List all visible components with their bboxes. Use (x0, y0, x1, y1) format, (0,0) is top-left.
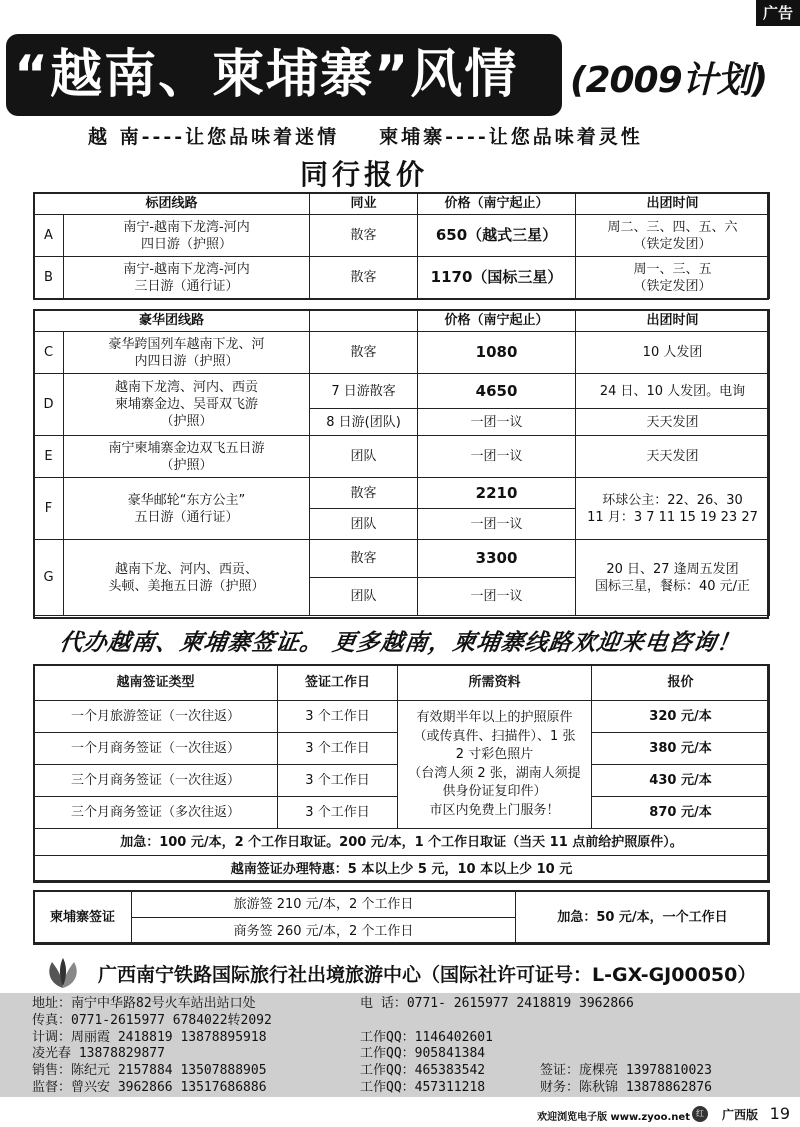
table-row (34, 829, 770, 856)
slogan-vietnam: 越 南----让您品味着迷情 (88, 126, 340, 148)
phone: 电 话：0771- 2615977 2418819 3962866 (360, 996, 634, 1011)
cambodia-visa-table (33, 890, 770, 945)
cambodia-label: 柬埔寨签证 (34, 891, 132, 945)
table-row (34, 374, 770, 409)
cambodia-business-visa: 商务签 260 元/本，2 个工作日 (132, 918, 516, 945)
brand-icon: 红 (692, 1106, 708, 1122)
depart-time (576, 478, 770, 540)
visa-discount-note: 越南签证办理特惠：5 本以上少 5 元，10 本以上少 10 元 (34, 856, 770, 883)
table-header (34, 193, 770, 215)
time-line: 周一、三、五 (633, 261, 712, 277)
planner-1: 计调：周丽霞 2418819 13878895918 (32, 1030, 267, 1045)
work-days: 3 个工作日 (278, 701, 398, 733)
visa-price: 380 元/本 (592, 733, 770, 765)
route (64, 332, 310, 374)
route-line: 四日游（护照） (141, 236, 233, 252)
tour-type: 散客 (310, 215, 418, 257)
price: 1170（国标三星） (418, 257, 576, 299)
fax: 传真：0771-2615977 6784022转2092 (32, 1013, 272, 1028)
tour-type: 散客 (310, 332, 418, 374)
visa-type: 一个月商务签证（一次往返） (34, 733, 278, 765)
table-row (34, 540, 770, 578)
route-line: 五日游（通行证） (134, 509, 239, 525)
time-line: 20 日、27 逢周五发团 (606, 561, 739, 577)
col-work-days: 签证工作日 (278, 665, 398, 701)
material-line: 供身份证复印件） (442, 784, 547, 799)
page-number: 19 (769, 1104, 790, 1123)
row-id: B (34, 257, 64, 299)
col-visa-type: 越南签证类型 (34, 665, 278, 701)
cambodia-tour-visa: 旅游签 210 元/本，2 个工作日 (132, 891, 516, 918)
route-line: （护照） (160, 457, 213, 473)
visa-contact: 签证：庞棵亮 13978810023 (540, 1063, 712, 1078)
row-id: C (34, 332, 64, 374)
depart-time (576, 215, 770, 257)
price: 一团一议 (418, 436, 576, 478)
col-price: 价格（南宁起止） (418, 193, 576, 215)
cambodia-urgent: 加急：50 元/本，一个工作日 (516, 891, 770, 945)
price: 3300 (418, 540, 576, 578)
table-row (34, 478, 770, 509)
table-row (34, 257, 770, 299)
col-type: 同业 (310, 193, 418, 215)
table-row (34, 215, 770, 257)
tour-type: 散客 (310, 540, 418, 578)
material-line: （台湾人须 2 张，湖南人须提 (408, 765, 581, 781)
ad-tag: 广告 (756, 0, 800, 26)
depart-time (576, 257, 770, 299)
route-line: 南宁柬埔寨金边双飞五日游 (108, 440, 265, 456)
sales-qq: 工作QQ：465383542 (360, 1063, 486, 1078)
vietnam-visa-table (33, 664, 770, 883)
time-line: 周二、三、四、五、六 (607, 219, 738, 235)
page-title: “越南、柬埔寨”风情 (14, 45, 519, 105)
time-line: （铁定发团） (633, 278, 712, 294)
route-line: 豪华跨国列车越南下龙、河 (108, 336, 265, 352)
tour-type: 7 日游散客 (310, 374, 418, 409)
table-row (34, 332, 770, 374)
company-name-close: ） (737, 964, 757, 986)
visa-price: 870 元/本 (592, 797, 770, 829)
material-line: （或传真件、扫描件）、1 张 (413, 728, 576, 744)
planner-2-qq: 工作QQ：905841384 (360, 1046, 486, 1061)
route-line: 柬埔寨金边、吴哥双飞游 (115, 397, 259, 412)
tour-type: 团队 (310, 436, 418, 478)
route (64, 478, 310, 540)
company-name (98, 960, 756, 987)
material-line: 有效期半年以上的护照原件 (416, 710, 573, 725)
table-row (34, 436, 770, 478)
price: 650（越式三星） (418, 215, 576, 257)
route (64, 540, 310, 616)
company-name-text: 广西南宁铁路国际旅行社出境旅游中心（国际社许可证号： (98, 964, 593, 986)
route (64, 436, 310, 478)
row-id: F (34, 478, 64, 540)
time-line: 国标三星，餐标：40 元/正 (594, 578, 751, 594)
route-line: 豪华邮轮“东方公主” (127, 492, 246, 508)
supervisor: 监督：曾兴安 3962866 13517686886 (32, 1080, 267, 1095)
route (64, 215, 310, 257)
sales: 销售：陈纪元 2157884 13507888905 (32, 1063, 267, 1078)
license-number: L-GX-GJ00050 (592, 964, 738, 986)
visa-type: 一个月旅游签证（一次往返） (34, 701, 278, 733)
price: 一团一议 (418, 509, 576, 540)
tour-type: 散客 (310, 257, 418, 299)
time-line: 11 月：3 7 11 15 19 23 27 (587, 509, 758, 525)
address: 地址：南宁中华路82号火车站出站口处 (32, 996, 256, 1011)
route (64, 374, 310, 436)
work-days: 3 个工作日 (278, 733, 398, 765)
luxury-tour-table (33, 309, 770, 616)
company-line (0, 952, 800, 994)
tour-type: 散客 (310, 478, 418, 509)
route-line: 三日游（通行证） (134, 278, 239, 294)
visa-price: 320 元/本 (592, 701, 770, 733)
required-materials (398, 701, 592, 829)
website[interactable]: 欢迎浏览电子版 www.zyoo.net (537, 1112, 690, 1123)
price: 1080 (418, 332, 576, 374)
row-id: A (34, 215, 64, 257)
planner-2: 凌光春 13878829877 (32, 1046, 165, 1061)
material-line: 市区内免费上门服务！ (429, 802, 560, 818)
tour-type: 8 日游(团队) (310, 409, 418, 436)
depart-time: 天天发团 (576, 436, 770, 478)
plan-year: (2009计划) (570, 60, 768, 101)
visa-type: 三个月商务签证（多次往返） (34, 797, 278, 829)
price: 4650 (418, 374, 576, 409)
slogan-cambodia: 柬埔寨----让您品味着灵性 (379, 126, 643, 148)
table-header (34, 310, 770, 332)
contact-block (0, 993, 800, 1097)
material-line: 2 寸彩色照片 (455, 747, 534, 762)
col-route: 标团线路 (34, 193, 310, 215)
supervisor-qq: 工作QQ：457311218 (360, 1080, 486, 1095)
depart-time: 24 日、10 人发团。电询 (576, 374, 770, 409)
col-time: 出团时间 (576, 310, 770, 332)
visa-urgent-note: 加急：100 元/本，2 个工作日取证。200 元/本，1 个工作日取证（当天 11 点前给护照原件）。 (34, 829, 770, 856)
route-line: 头顿、美拖五日游（护照） (108, 578, 265, 594)
route-line: 越南下龙湾、河内、西贡 (115, 380, 259, 395)
route-line: 南宁-越南下龙湾-河内 (123, 261, 250, 277)
visa-price: 430 元/本 (592, 765, 770, 797)
price: 一团一议 (418, 409, 576, 436)
price: 2210 (418, 478, 576, 509)
table-row (34, 856, 770, 883)
price: 一团一议 (418, 578, 576, 616)
tour-type: 团队 (310, 578, 418, 616)
work-days: 3 个工作日 (278, 765, 398, 797)
col-price: 价格（南宁起止） (418, 310, 576, 332)
planner-1-qq: 工作QQ：1146402601 (360, 1030, 493, 1045)
time-line: （铁定发团） (633, 236, 712, 252)
route-line: 内四日游（护照） (134, 353, 239, 369)
table-header (34, 665, 770, 701)
finance: 财务：陈秋锦 13878862876 (540, 1080, 712, 1095)
row-id: E (34, 436, 64, 478)
depart-time: 10 人发团 (576, 332, 770, 374)
slogan (88, 122, 643, 149)
route-line: 越南下龙、河内、西贡、 (115, 561, 259, 577)
visa-type: 三个月商务签证（一次往返） (34, 765, 278, 797)
table-row (34, 701, 770, 733)
row-id: G (34, 540, 64, 616)
section-subtitle: 同行报价 (300, 158, 429, 191)
tour-type: 团队 (310, 509, 418, 540)
depart-time: 天天发团 (576, 409, 770, 436)
col-quote: 报价 (592, 665, 770, 701)
depart-time (576, 540, 770, 616)
col-time: 出团时间 (576, 193, 770, 215)
route (64, 257, 310, 299)
route-line: （护照） (160, 414, 213, 429)
leaf-logo-icon (44, 956, 82, 990)
row-id: D (34, 374, 64, 436)
col-route: 豪华团线路 (34, 310, 310, 332)
edition: 广西版 (721, 1108, 758, 1122)
time-line: 环球公主：22、26、30 (602, 492, 743, 508)
work-days: 3 个工作日 (278, 797, 398, 829)
page-footer (0, 1100, 800, 1127)
visa-banner: 代办越南、柬埔寨签证。 更多越南，柬埔寨线路欢迎来电咨询！ (57, 630, 743, 656)
standard-tour-table (33, 192, 770, 299)
route-line: 南宁-越南下龙湾-河内 (123, 219, 250, 235)
col-materials: 所需资料 (398, 665, 592, 701)
